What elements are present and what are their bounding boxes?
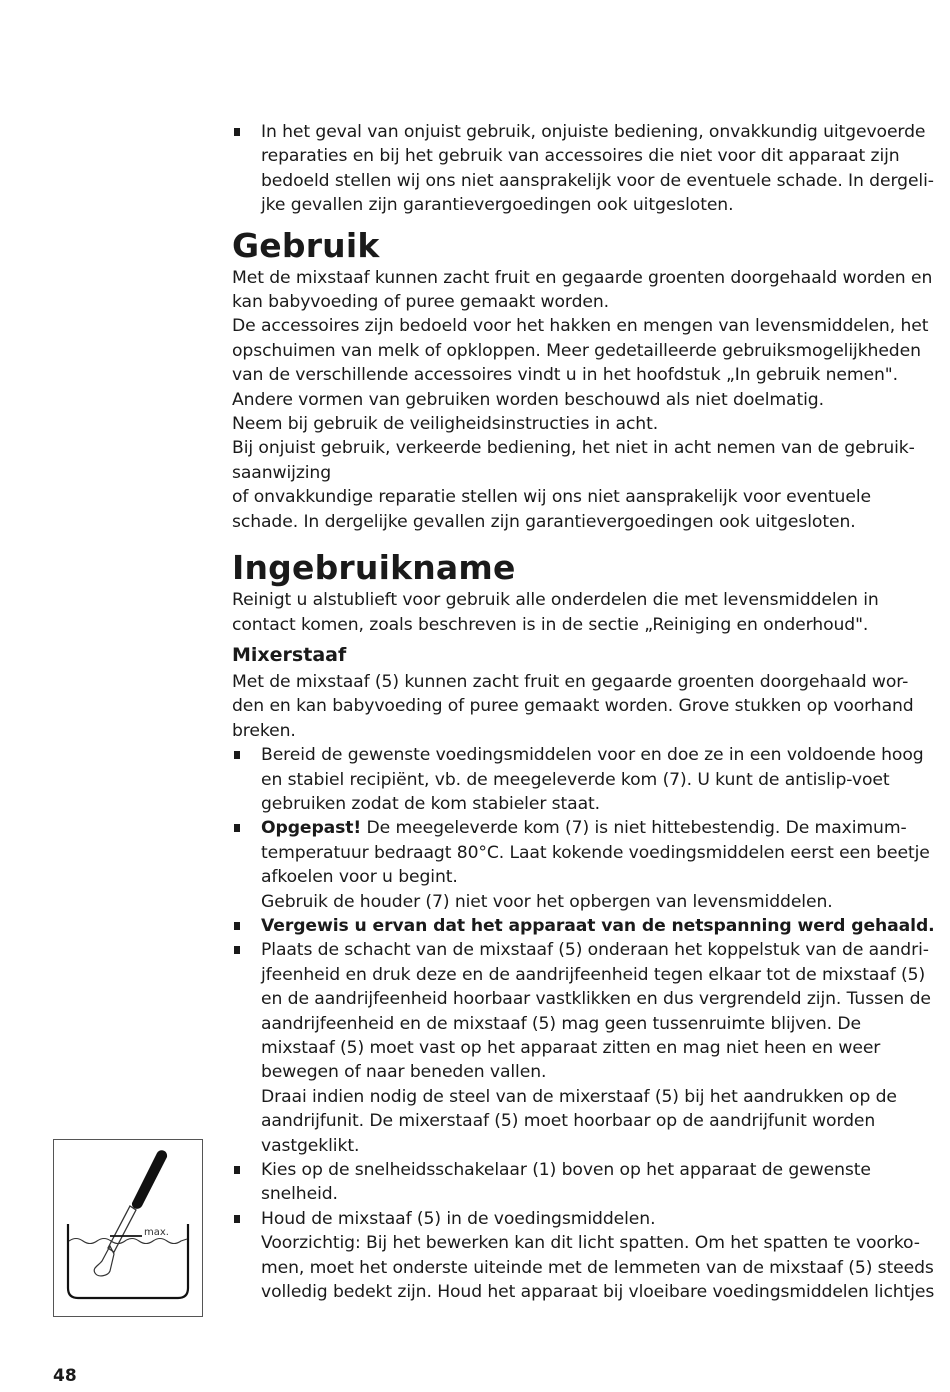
list-item [232,743,937,816]
paragraph: Reinigt u alstublieft voor gebruik alle onderdelen die met levensmiddelen in contact komen, zoals beschreven is in de sectie „Reiniging en onderhoud". [232,590,879,635]
page-number: 48 [53,1366,77,1386]
page-content [232,120,937,1304]
hand-blender-icon [54,1140,202,1316]
list-item-extra: Draai indien nodig de steel van de mixerstaaf (5) bij het aandrukken op de aandrijfunit. De mixerstaaf (5) moet hoorbaar op de aandrijfunit worden vastgeklikt. [261,1086,897,1156]
list-item [232,1158,937,1207]
list-item-text: Houd de mixstaaf (5) in de voedingsmiddelen. [261,1208,656,1229]
bullet-icon [234,128,240,136]
list-item-extra: Gebruik de houder (7) niet voor het opbergen van levensmiddelen. [261,891,833,912]
list-item [232,914,937,938]
paragraph: Met de mixstaaf (5) kunnen zacht fruit en gegaarde groenten doorgehaald wor-den en kan babyvoeding of puree gemaakt worden. Grove stukken op voorhand breken. [232,671,914,741]
bullet-icon [234,751,240,759]
bullet-icon [234,1215,240,1223]
list-item-text: Vergewis u ervan dat het apparaat van de netspanning werd gehaald. [261,915,935,936]
list-item-text: Kies op de snelheidsschakelaar (1) boven op het apparaat de gewenste snelheid. [261,1160,871,1205]
instruction-list [232,743,937,1304]
warning-text: De meegeleverde kom (7) is niet hittebestendig. De maximum-temperatuur bedraagt 80°C. Laat kokende voedingsmiddelen eerst een beetje afkoelen voor u begint. [261,818,930,888]
list-item [232,816,937,914]
warning-label: Opgepast! [261,818,362,839]
list-item-text: Bereid de gewenste voedingsmiddelen voor en doe ze in een voldoende hoog en stabiel recipiënt, vb. de meegeleverde kom (7). U kunt de antislip-voet gebruiken zodat de kom stabieler staat. [261,745,924,814]
intro-bullet-text: In het geval van onjuist gebruik, onjuiste bediening, onvakkundig uitgevoerde reparaties en bij het gebruik van accessoires die niet voor dit apparaat zijn bedoeld stellen wij ons niet aansprakelijk voor de eventuele schade. In dergeli-jke gevallen zijn garantievergoedingen ook uitgesloten. [261,122,934,216]
list-item-extra: Voorzichtig: Bij het bewerken kan dit licht spatten. Om het spatten te voorko-men, moet het onderste uiteinde met de lemmeten van de mixstaaf (5) steeds volledig bedekt zijn. Houd het apparaat bij vloeibare voedingsmiddelen lichtjes [261,1233,935,1303]
section-heading-ingebruikname: Ingebruikname [232,548,516,588]
max-label: max. [144,1227,169,1238]
list-item-text [261,816,937,889]
mixer-in-bowl-illustration [53,1139,203,1317]
section-heading-gebruik: Gebruik [232,225,380,265]
intro-list [232,120,937,218]
blender-shaft [108,1206,136,1252]
list-item-text: Plaats de schacht van de mixstaaf (5) onderaan het koppelstuk van de aandri-jfeenheid en druk deze en de aandrijfeenheid tegen elkaar tot de mixstaaf (5) en de aandrijfeenheid hoorbaar vastklikken en dus vergrendeld zijn. Tussen de aandrijfeenheid en de mixstaaf (5) mag geen tussenruimte blijven. De mixstaaf (5) moet vast op het apparaat zitten en mag niet heen en weer bewegen of naar beneden vallen. [261,940,931,1083]
bullet-icon [234,824,240,832]
paragraph: Bij onjuist gebruik, verkeerde bediening, het niet in acht nemen van de gebruik-saanwijzing [232,438,915,483]
paragraph: Neem bij gebruik de veiligheidsinstructies in acht. [232,414,659,435]
list-item [232,1207,937,1305]
bullet-icon [234,946,240,954]
paragraph: Andere vormen van gebruiken worden beschouwd als niet doelmatig. [232,389,824,410]
bowl-outline [68,1224,188,1298]
list-item [232,938,937,1158]
paragraph: De accessoires zijn bedoeld voor het hakken en mengen van levensmiddelen, het opschuimen van melk of opkloppen. Meer gedetailleerde gebruiksmogelijkheden van de verschillende accessoires vindt u in het hoofdstuk „In gebruik nemen". [232,316,929,386]
liquid-surface [69,1239,187,1244]
subheading-mixerstaaf: Mixerstaaf [232,643,347,666]
bullet-icon [234,1166,240,1174]
paragraph: of onvakkundige reparatie stellen wij ons niet aansprakelijk voor eventuele schade. In dergelijke gevallen zijn garantievergoedingen ook uitgesloten. [232,487,871,532]
list-item [232,120,937,218]
blender-handle [132,1150,167,1209]
paragraph: Met de mixstaaf kunnen zacht fruit en gegaarde groenten doorgehaald worden en kan babyvoeding of puree gemaakt worden. [232,267,933,313]
bullet-icon [234,922,240,930]
